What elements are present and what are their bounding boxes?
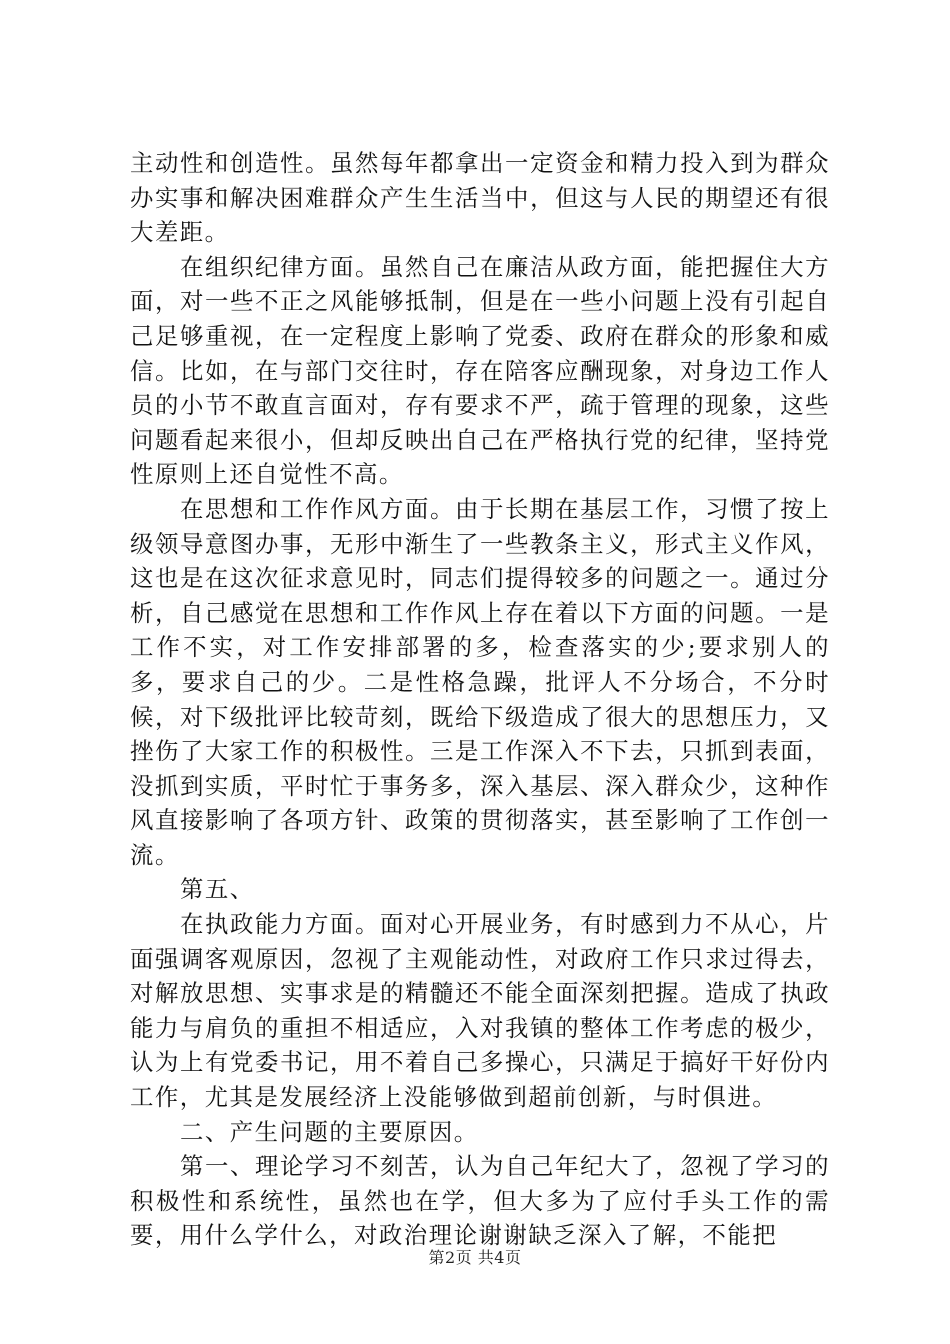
paragraph-5: 在执政能力方面。面对心开展业务，有时感到力不从心，片面强调客观原因，忽视了主观能动性，对政府工作只求过得去，对解放思想、实事求是的精髓还不能全面深刻把握。造成了执政能力与肩负的重担不相适应，入对我镇的整体工作考虑的极少，认为上有党委书记，用不着自己多操心，只满足于搞好干好份内工作，尤其是发展经济上没能够做到超前创新，与时俱进。 <box>130 910 830 1112</box>
paragraph-2: 在组织纪律方面。虽然自己在廉洁从政方面，能把握住大方面，对一些不正之风能够抵制，但是在一些小问题上没有引起自己足够重视，在一定程度上影响了党委、政府在群众的形象和威信。比如，在与部门交往时，存在陪客应酬现象，对身边工作人员的小节不敢直言面对，存有要求不严，疏于管理的现象，这些问题看起来很小，但却反映出自己在严格执行党的纪律，坚持党性原则上还自觉性不高。 <box>130 252 830 489</box>
paragraph-6: 二、产生问题的主要原因。 <box>180 1117 479 1146</box>
paragraph-1: 主动性和创造性。虽然每年都拿出一定资金和精力投入到为群众办实事和解决困难群众产生生活当中，但这与人民的期望还有很大差距。 <box>130 149 830 247</box>
paragraph-4: 第五、 <box>180 875 255 904</box>
page-number: 第2页 共4页 <box>428 1248 522 1267</box>
page-footer <box>0 1245 950 1268</box>
paragraph-7: 第一、理论学习不刻苦，认为自己年纪大了，忽视了学习的积极性和系统性，虽然也在学，但大多为了应付手头工作的需要，用什么学什么，对政治理论谢谢缺乏深入了解，不能把 <box>130 1152 830 1250</box>
document-body <box>130 146 830 1253</box>
paragraph-3: 在思想和工作作风方面。由于长期在基层工作，习惯了按上级领导意图办事，无形中渐生了一些教条主义，形式主义作风，这也是在这次征求意见时，同志们提得较多的问题之一。通过分析，自己感觉在思想和工作作风上存在着以下方面的问题。一是工作不实，对工作安排部署的多，检查落实的少;要求别人的多，要求自己的少。二是性格急躁，批评人不分场合，不分时候，对下级批评比较苛刻，既给下级造成了很大的思想压力，又挫伤了大家工作的积极性。三是工作深入不下去，只抓到表面，没抓到实质，平时忙于事务多，深入基层、深入群众少，这种作风直接影响了各项方针、政策的贯彻落实，甚至影响了工作创一流。 <box>130 494 830 869</box>
